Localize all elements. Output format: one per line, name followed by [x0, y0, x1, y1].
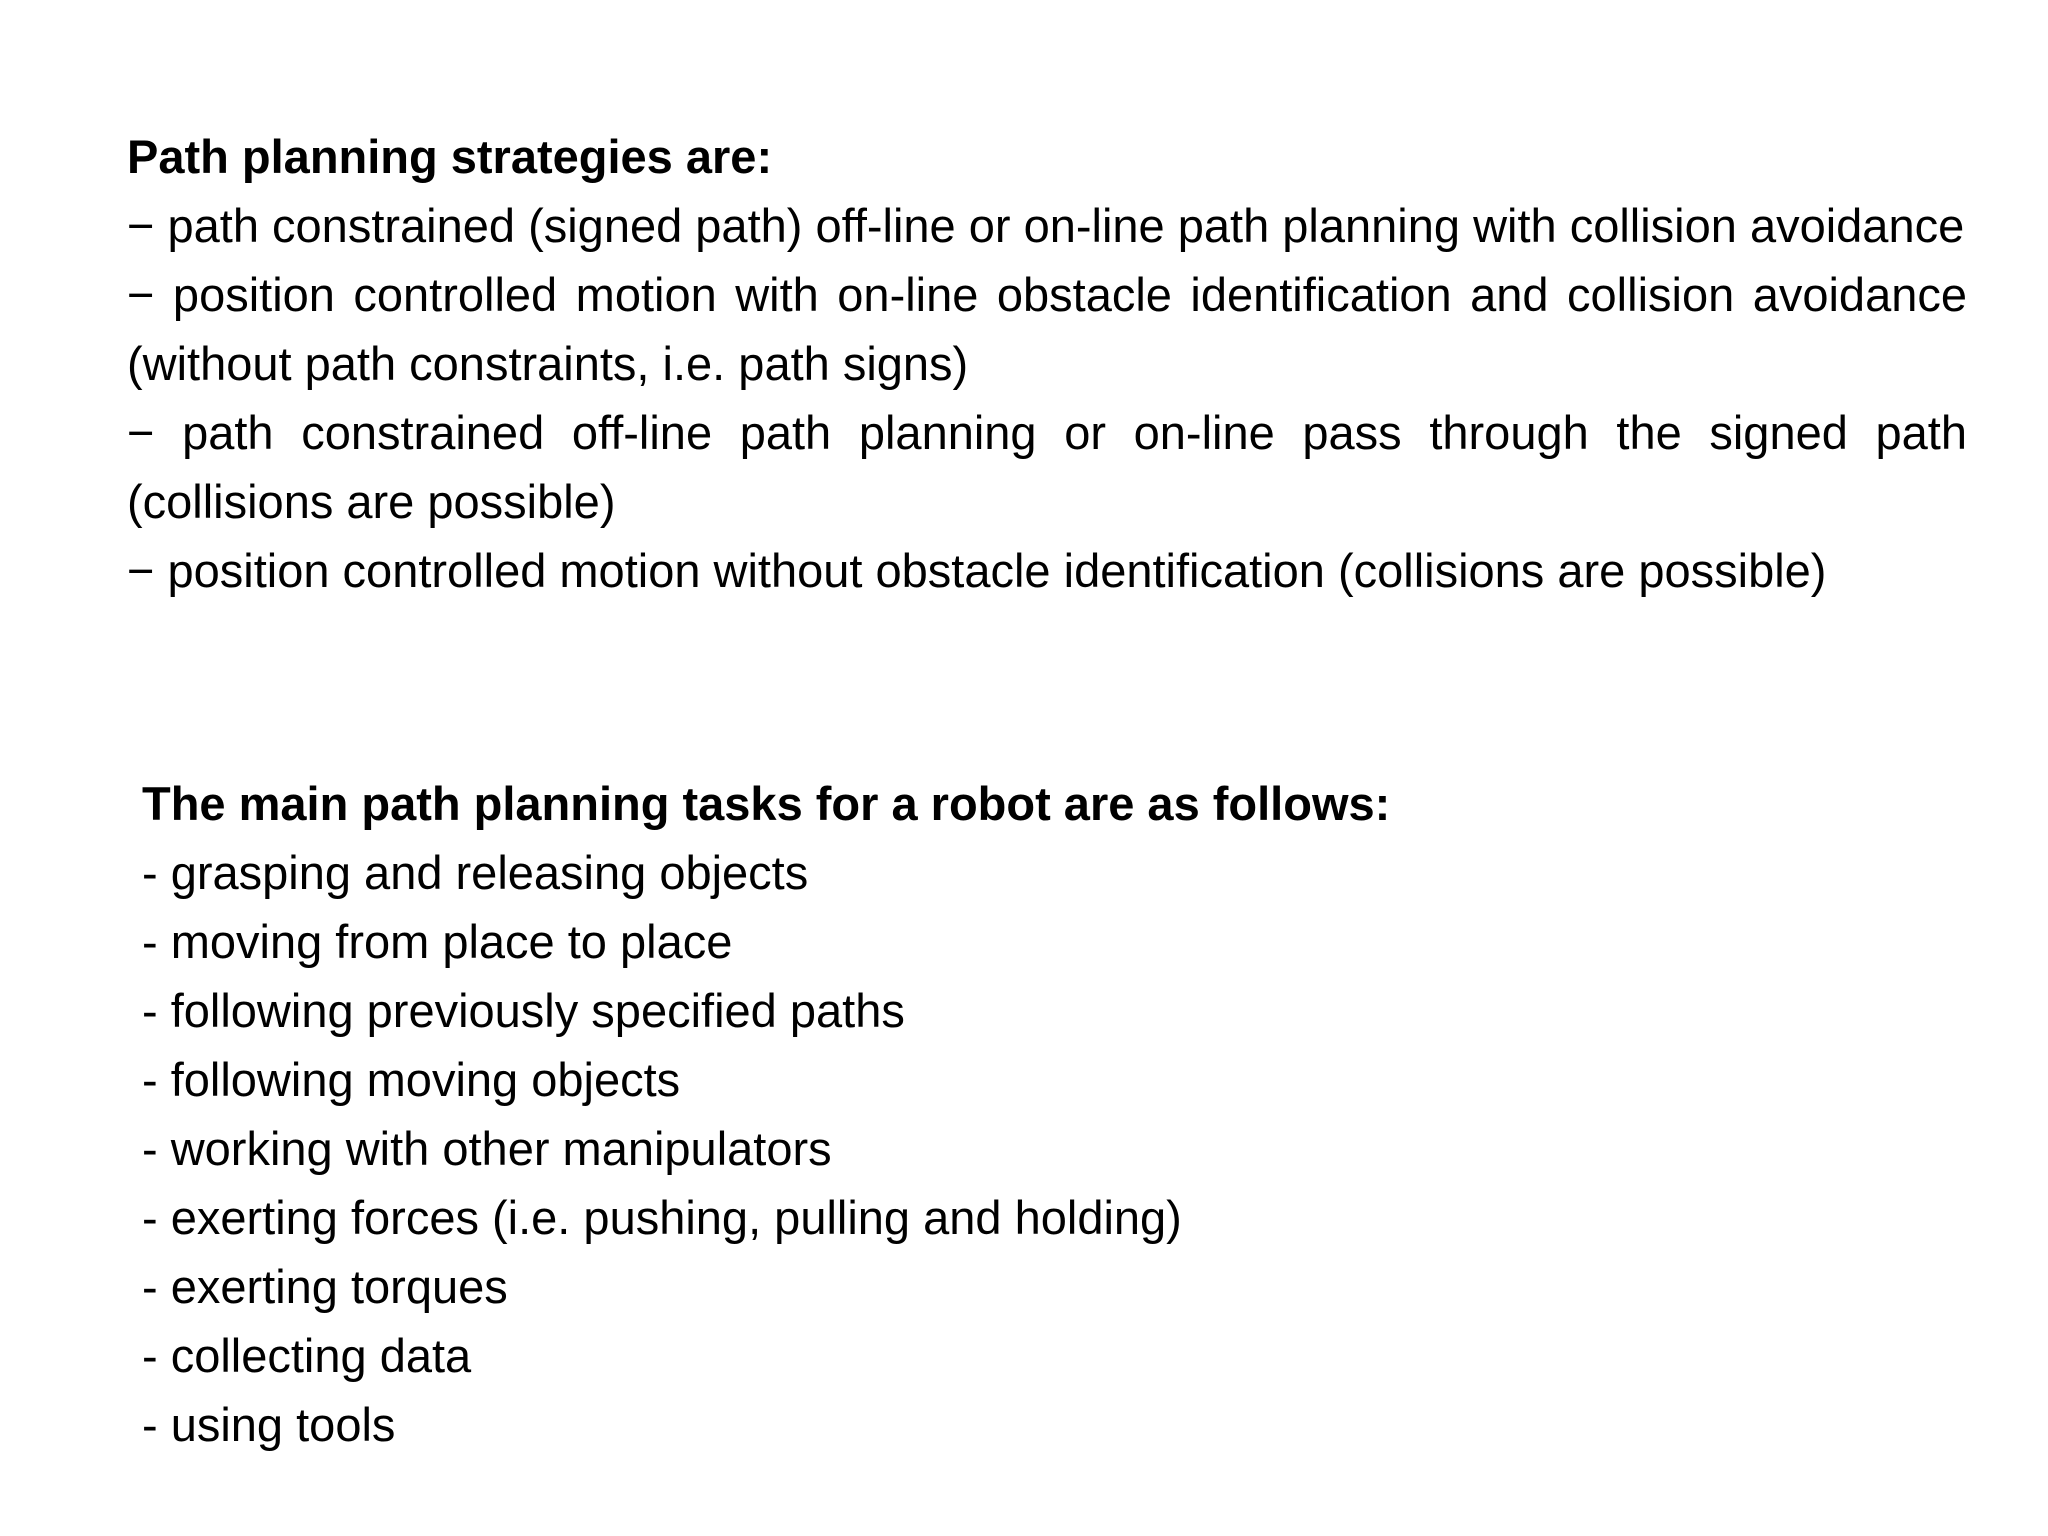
task-item: - exerting torques — [142, 1260, 508, 1313]
task-item: - collecting data — [142, 1329, 472, 1382]
tasks-section — [142, 769, 1842, 1459]
strategy-item: − position controlled motion without obstacle identification (collisions are possible) — [127, 544, 1827, 597]
task-item: - working with other manipulators — [142, 1122, 832, 1175]
task-item: - grasping and releasing objects — [142, 846, 809, 899]
tasks-heading: The main path planning tasks for a robot are as follows: — [142, 777, 1391, 830]
strategies-heading: Path planning strategies are: — [127, 130, 773, 183]
task-item: - moving from place to place — [142, 915, 733, 968]
strategies-section — [127, 122, 1967, 605]
task-item: - using tools — [142, 1398, 396, 1451]
strategy-item: − path constrained off-line path planning or on-line pass through the signed path (collisions are possible) — [127, 406, 1967, 528]
strategy-item: − path constrained (signed path) off-line or on-line path planning with collision avoidance — [127, 199, 1965, 252]
task-item: - exerting forces (i.e. pushing, pulling and holding) — [142, 1191, 1182, 1244]
strategy-item: − position controlled motion with on-line obstacle identification and collision avoidance (without path constraints, i.e. path signs) — [127, 268, 1967, 390]
task-item: - following moving objects — [142, 1053, 681, 1106]
task-item: - following previously specified paths — [142, 984, 905, 1037]
